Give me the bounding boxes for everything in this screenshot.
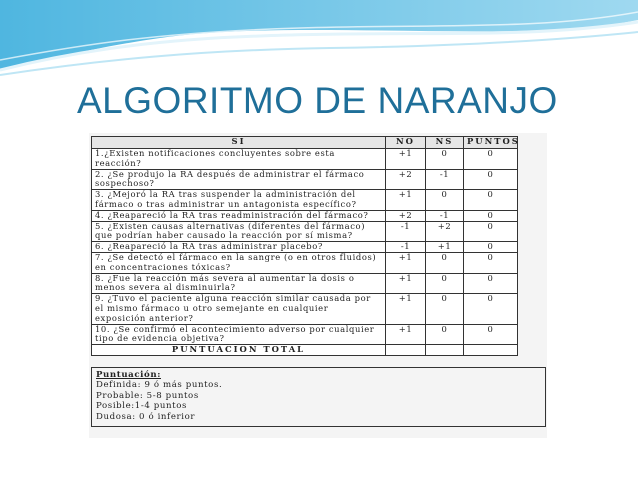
question-cell: 10. ¿Se confirmó el acontecimiento adverso por cualquier tipo de evidencia objetiva? — [92, 324, 386, 345]
si-value: +2 — [386, 169, 426, 190]
table-row — [92, 242, 518, 253]
question-cell: 4. ¿Reapareció la RA tras readministración del fármaco? — [92, 210, 386, 221]
question-cell: 9. ¿Tuvo el paciente alguna reacción similar causada por el mismo fármaco u otro semejante en cualquier exposición anterior? — [92, 294, 386, 324]
table-row — [92, 190, 518, 211]
header-puntos: PUNTOS — [464, 137, 518, 149]
si-value: +1 — [386, 324, 426, 345]
scoring-legend — [91, 367, 546, 427]
table-row — [92, 273, 518, 294]
ns-value: 0 — [464, 294, 518, 324]
question-cell: 6. ¿Reapareció la RA tras administrar placebo? — [92, 242, 386, 253]
ns-value: 0 — [464, 273, 518, 294]
total-cell-ns — [426, 345, 464, 356]
ns-value: 0 — [464, 242, 518, 253]
no-value: -1 — [426, 210, 464, 221]
table-row — [92, 221, 518, 242]
si-value: +1 — [386, 252, 426, 273]
no-value: 0 — [426, 294, 464, 324]
question-cell: 8. ¿Fue la reacción más severa al aumentar la dosis o menos severa al disminuirla? — [92, 273, 386, 294]
ns-value: 0 — [464, 190, 518, 211]
ns-value: 0 — [464, 169, 518, 190]
table-row — [92, 252, 518, 273]
question-cell: 5. ¿Existen causas alternativas (diferentes del fármaco) que podrían haber causado la reacción por sí misma? — [92, 221, 386, 242]
no-value: 0 — [426, 273, 464, 294]
table-row — [92, 210, 518, 221]
no-value: -1 — [426, 169, 464, 190]
no-value: 0 — [426, 324, 464, 345]
header-no: NO — [386, 137, 426, 149]
si-value: +2 — [386, 210, 426, 221]
no-value: 0 — [426, 252, 464, 273]
total-row — [92, 345, 518, 356]
scoring-line: Posible:1-4 puntos — [96, 401, 187, 412]
header-si: SI — [92, 137, 386, 149]
total-cell-puntos — [464, 345, 518, 356]
question-cell: 2. ¿Se produjo la RA después de administrar el fármaco sospechoso? — [92, 169, 386, 190]
total-label: PUNTUACION TOTAL — [92, 345, 386, 356]
ns-value: 0 — [464, 252, 518, 273]
ns-value: 0 — [464, 221, 518, 242]
slide-title: ALGORITMO DE NARANJO — [77, 80, 558, 121]
ns-value: 0 — [464, 210, 518, 221]
ns-value: 0 — [464, 324, 518, 345]
table-row — [92, 169, 518, 190]
total-cell-no — [386, 345, 426, 356]
no-value: +2 — [426, 221, 464, 242]
header-ns: NS — [426, 137, 464, 149]
question-cell: 7. ¿Se detectó el fármaco en la sangre (o en otros fluidos) en concentraciones tóxicas? — [92, 252, 386, 273]
question-cell: 1.¿Existen notificaciones concluyentes sobre esta reacción? — [92, 149, 386, 170]
no-value: +1 — [426, 242, 464, 253]
table-row — [92, 324, 518, 345]
scoring-line: Probable: 5-8 puntos — [96, 390, 199, 401]
si-value: -1 — [386, 221, 426, 242]
header-wave-decoration — [0, 0, 638, 80]
si-value: +1 — [386, 149, 426, 170]
scoring-line: Dudosa: 0 ó inferior — [96, 411, 196, 422]
si-value: +1 — [386, 190, 426, 211]
table-row — [92, 294, 518, 324]
si-value: +1 — [386, 273, 426, 294]
scoring-heading: Puntuación: — [96, 370, 161, 380]
no-value: 0 — [426, 190, 464, 211]
question-cell: 3. ¿Mejoró la RA tras suspender la administración del fármaco o tras administrar un antagonista específico? — [92, 190, 386, 211]
ns-value: 0 — [464, 149, 518, 170]
scoring-line: Definida: 9 ó más puntos. — [96, 380, 223, 391]
table-header-row — [92, 137, 518, 149]
si-value: +1 — [386, 294, 426, 324]
no-value: 0 — [426, 149, 464, 170]
naranjo-table — [91, 136, 518, 356]
si-value: -1 — [386, 242, 426, 253]
table-row — [92, 149, 518, 170]
